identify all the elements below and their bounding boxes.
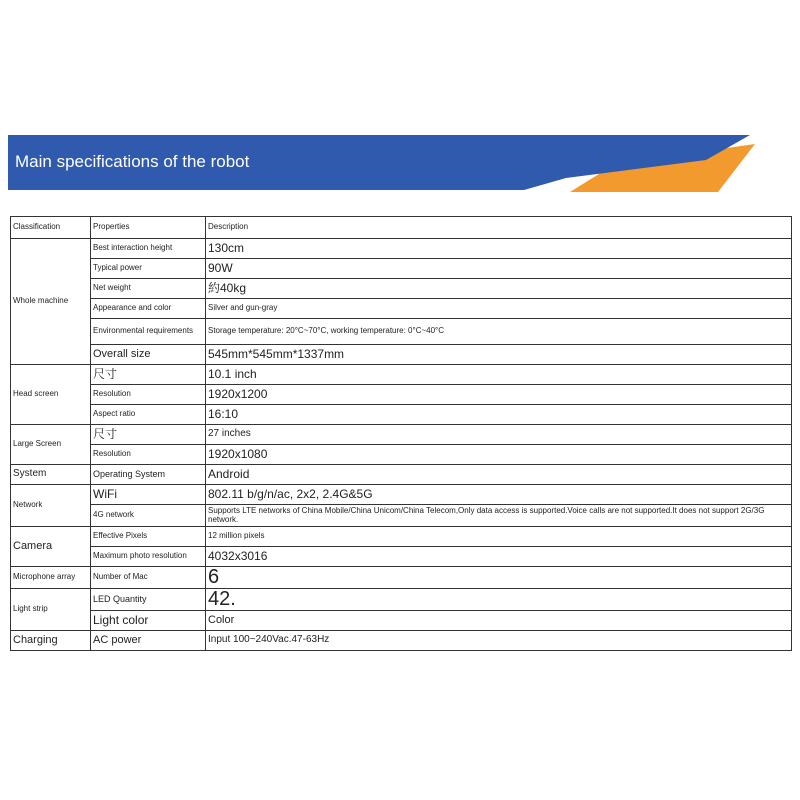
- row-property: 尺寸: [91, 425, 206, 445]
- row-description: 16:10: [206, 405, 792, 425]
- row-property: Operating System: [91, 465, 206, 485]
- row-property: Net weight: [91, 279, 206, 299]
- row-description: 6: [206, 567, 792, 589]
- table-row: [11, 299, 792, 319]
- col-header-properties: Properties: [91, 217, 206, 239]
- row-property: Overall size: [91, 345, 206, 365]
- table-row: [11, 319, 792, 345]
- row-description: Supports LTE networks of China Mobile/China Unicom/China Telecom,Only data access is supported.Voice calls are not supported.It does not support 2G/3G network.: [206, 505, 792, 527]
- group-whole-machine: Whole machine: [11, 239, 91, 365]
- row-description: Input 100~240Vac.47-63Hz: [206, 631, 792, 651]
- row-property: Typical power: [91, 259, 206, 279]
- row-description: Android: [206, 465, 792, 485]
- row-property: LED Quantity: [91, 589, 206, 611]
- table-row: [11, 527, 792, 547]
- table-row: [11, 631, 792, 651]
- table-row: [11, 239, 792, 259]
- table-row: [11, 259, 792, 279]
- row-property: Resolution: [91, 385, 206, 405]
- table-row: [11, 385, 792, 405]
- row-property: Light color: [91, 611, 206, 631]
- group-system: System: [11, 465, 91, 485]
- row-description: 545mm*545mm*1337mm: [206, 345, 792, 365]
- table-row: [11, 365, 792, 385]
- table-row: [11, 345, 792, 365]
- table-row: [11, 589, 792, 611]
- table-row: [11, 505, 792, 527]
- row-property: 4G network: [91, 505, 206, 527]
- table-row: [11, 445, 792, 465]
- row-description: Silver and gun-gray: [206, 299, 792, 319]
- title-banner: [0, 130, 800, 200]
- table-row: [11, 465, 792, 485]
- row-description: 1920x1080: [206, 445, 792, 465]
- group-large-screen: Large Screen: [11, 425, 91, 465]
- group-light-strip: Light strip: [11, 589, 91, 631]
- table-row: [11, 425, 792, 445]
- row-property: Aspect ratio: [91, 405, 206, 425]
- row-property: Environmental requirements: [91, 319, 206, 345]
- row-description: 10.1 inch: [206, 365, 792, 385]
- page-title: Main specifications of the robot: [15, 152, 250, 171]
- table-row: [11, 405, 792, 425]
- row-property: Appearance and color: [91, 299, 206, 319]
- row-property: Best interaction height: [91, 239, 206, 259]
- spec-table: [10, 216, 792, 651]
- row-description: Storage temperature: 20°C~70°C, working temperature: 0°C~40°C: [206, 319, 792, 345]
- group-camera: Camera: [11, 527, 91, 567]
- row-property: 尺寸: [91, 365, 206, 385]
- row-description: 42.: [206, 589, 792, 611]
- col-header-classification: Classification: [11, 217, 91, 239]
- row-property: Number of Mac: [91, 567, 206, 589]
- row-description: 130cm: [206, 239, 792, 259]
- row-description: 802.11 b/g/n/ac, 2x2, 2.4G&5G: [206, 485, 792, 505]
- group-charging: Charging: [11, 631, 91, 651]
- row-description: Color: [206, 611, 792, 631]
- row-property: Resolution: [91, 445, 206, 465]
- table-row: [11, 567, 792, 589]
- table-row: [11, 279, 792, 299]
- row-property: Maximum photo resolution: [91, 547, 206, 567]
- row-description: 27 inches: [206, 425, 792, 445]
- row-description: 1920x1200: [206, 385, 792, 405]
- table-row: [11, 611, 792, 631]
- row-property: Effective Pixels: [91, 527, 206, 547]
- group-network: Network: [11, 485, 91, 527]
- row-property: AC power: [91, 631, 206, 651]
- table-row: [11, 547, 792, 567]
- row-description: 90W: [206, 259, 792, 279]
- group-head-screen: Head screen: [11, 365, 91, 425]
- row-description: 12 million pixels: [206, 527, 792, 547]
- group-microphone-array: Microphone array: [11, 567, 91, 589]
- col-header-description: Description: [206, 217, 792, 239]
- table-row: [11, 485, 792, 505]
- row-property: WiFi: [91, 485, 206, 505]
- table-header-row: [11, 217, 792, 239]
- row-description: 4032x3016: [206, 547, 792, 567]
- row-description: 約40kg: [206, 279, 792, 299]
